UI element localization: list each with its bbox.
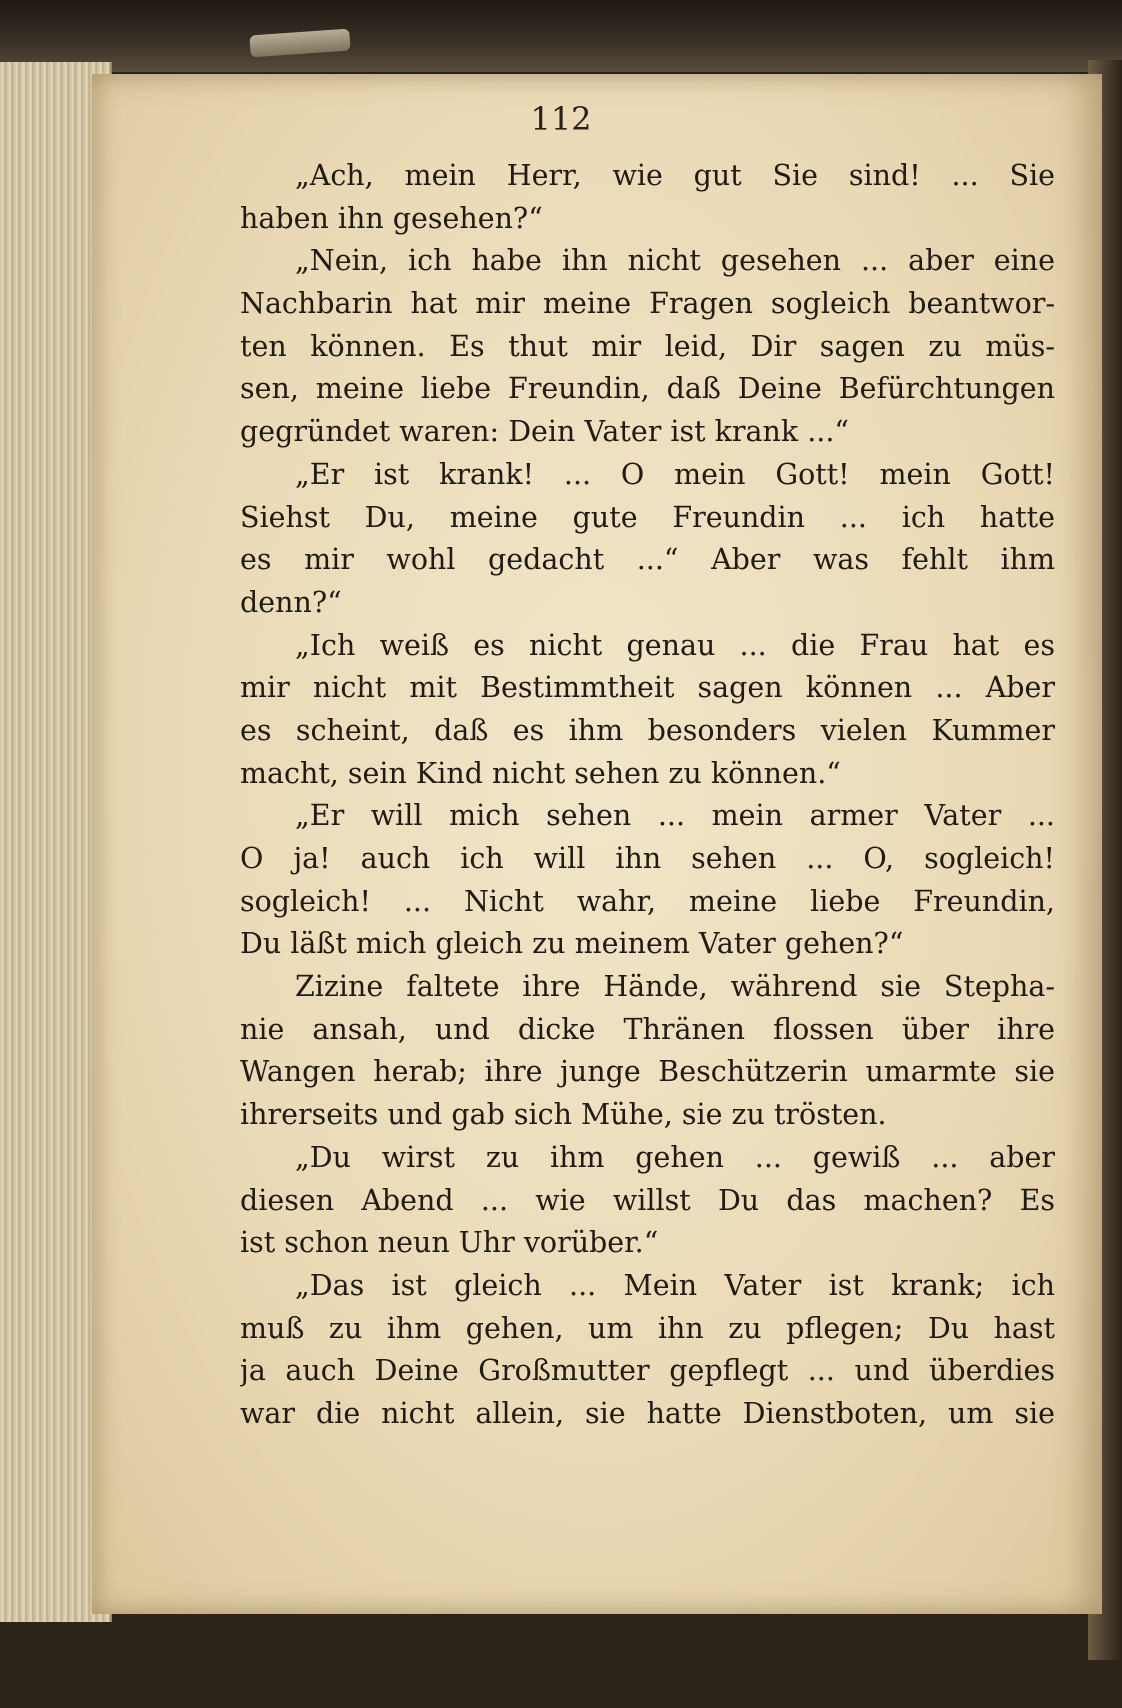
text-line: „Du wirst zu ihm gehen ... gewiß ... aber xyxy=(295,1140,1055,1174)
text-line: muß zu ihm gehen, um ihn zu pflegen; Du hast xyxy=(240,1311,1055,1345)
text-line: Nachbarin hat mir meine Fragen sogleich beantwor- xyxy=(240,287,1055,321)
text-line: nie ansah, und dicke Thränen flossen über ihre xyxy=(240,1012,1055,1046)
text-line: Du läßt mich gleich zu meinem Vater gehen?“ xyxy=(240,927,904,961)
page-number: 112 xyxy=(530,100,592,138)
text-line: „Ach, mein Herr, wie gut Sie sind! ... Sie xyxy=(295,159,1055,192)
text-line: „Er ist krank! ... O mein Gott! mein Gott! xyxy=(295,457,1055,491)
text-line: „Das ist gleich ... Mein Vater ist krank; ich xyxy=(295,1268,1055,1302)
page-body-text xyxy=(240,155,1055,1436)
text-line: es mir wohl gedacht ...“ Aber was fehlt ihm xyxy=(240,543,1055,577)
text-line: macht, sein Kind nicht sehen zu können.“ xyxy=(240,756,841,790)
text-line: O ja! auch ich will ihn sehen ... O, sogleich! xyxy=(240,842,1055,875)
text-line: gegründet waren: Dein Vater ist krank ...“ xyxy=(240,415,849,449)
text-line: Zizine faltete ihre Hände, während sie Stepha- xyxy=(295,970,1055,1004)
text-line: „Er will mich sehen ... mein armer Vater ... xyxy=(295,799,1055,833)
book-cover-top xyxy=(0,0,1122,72)
text-line: ten können. Es thut mir leid, Dir sagen zu müs- xyxy=(240,329,1055,363)
text-line: war die nicht allein, sie hatte Dienstboten, um sie xyxy=(240,1396,1055,1430)
text-line: denn?“ xyxy=(240,585,342,619)
text-line: ist schon neun Uhr vorüber.“ xyxy=(240,1226,659,1260)
text-line: haben ihn gesehen?“ xyxy=(240,201,543,235)
text-line: sen, meine liebe Freundin, daß Deine Befürchtungen xyxy=(240,372,1055,406)
text-line: mir nicht mit Bestimmtheit sagen können ... Aber xyxy=(240,671,1055,705)
text-line: diesen Abend ... wie willst Du das machen? Es xyxy=(240,1183,1055,1217)
text-line: „Ich weiß es nicht genau ... die Frau hat es xyxy=(295,628,1055,662)
text-line: Siehst Du, meine gute Freundin ... ich hatte xyxy=(240,500,1055,534)
text-line: ihrerseits und gab sich Mühe, sie zu trösten. xyxy=(240,1098,887,1132)
text-line: sogleich! ... Nicht wahr, meine liebe Freundin, xyxy=(240,884,1055,918)
text-line: es scheint, daß es ihm besonders vielen Kummer xyxy=(240,713,1055,747)
text-line: Wangen herab; ihre junge Beschützerin umarmte sie xyxy=(240,1055,1055,1089)
text-line: ja auch Deine Großmutter gepflegt ... und überdies xyxy=(240,1354,1055,1388)
text-line: „Nein, ich habe ihn nicht gesehen ... aber eine xyxy=(295,244,1055,278)
